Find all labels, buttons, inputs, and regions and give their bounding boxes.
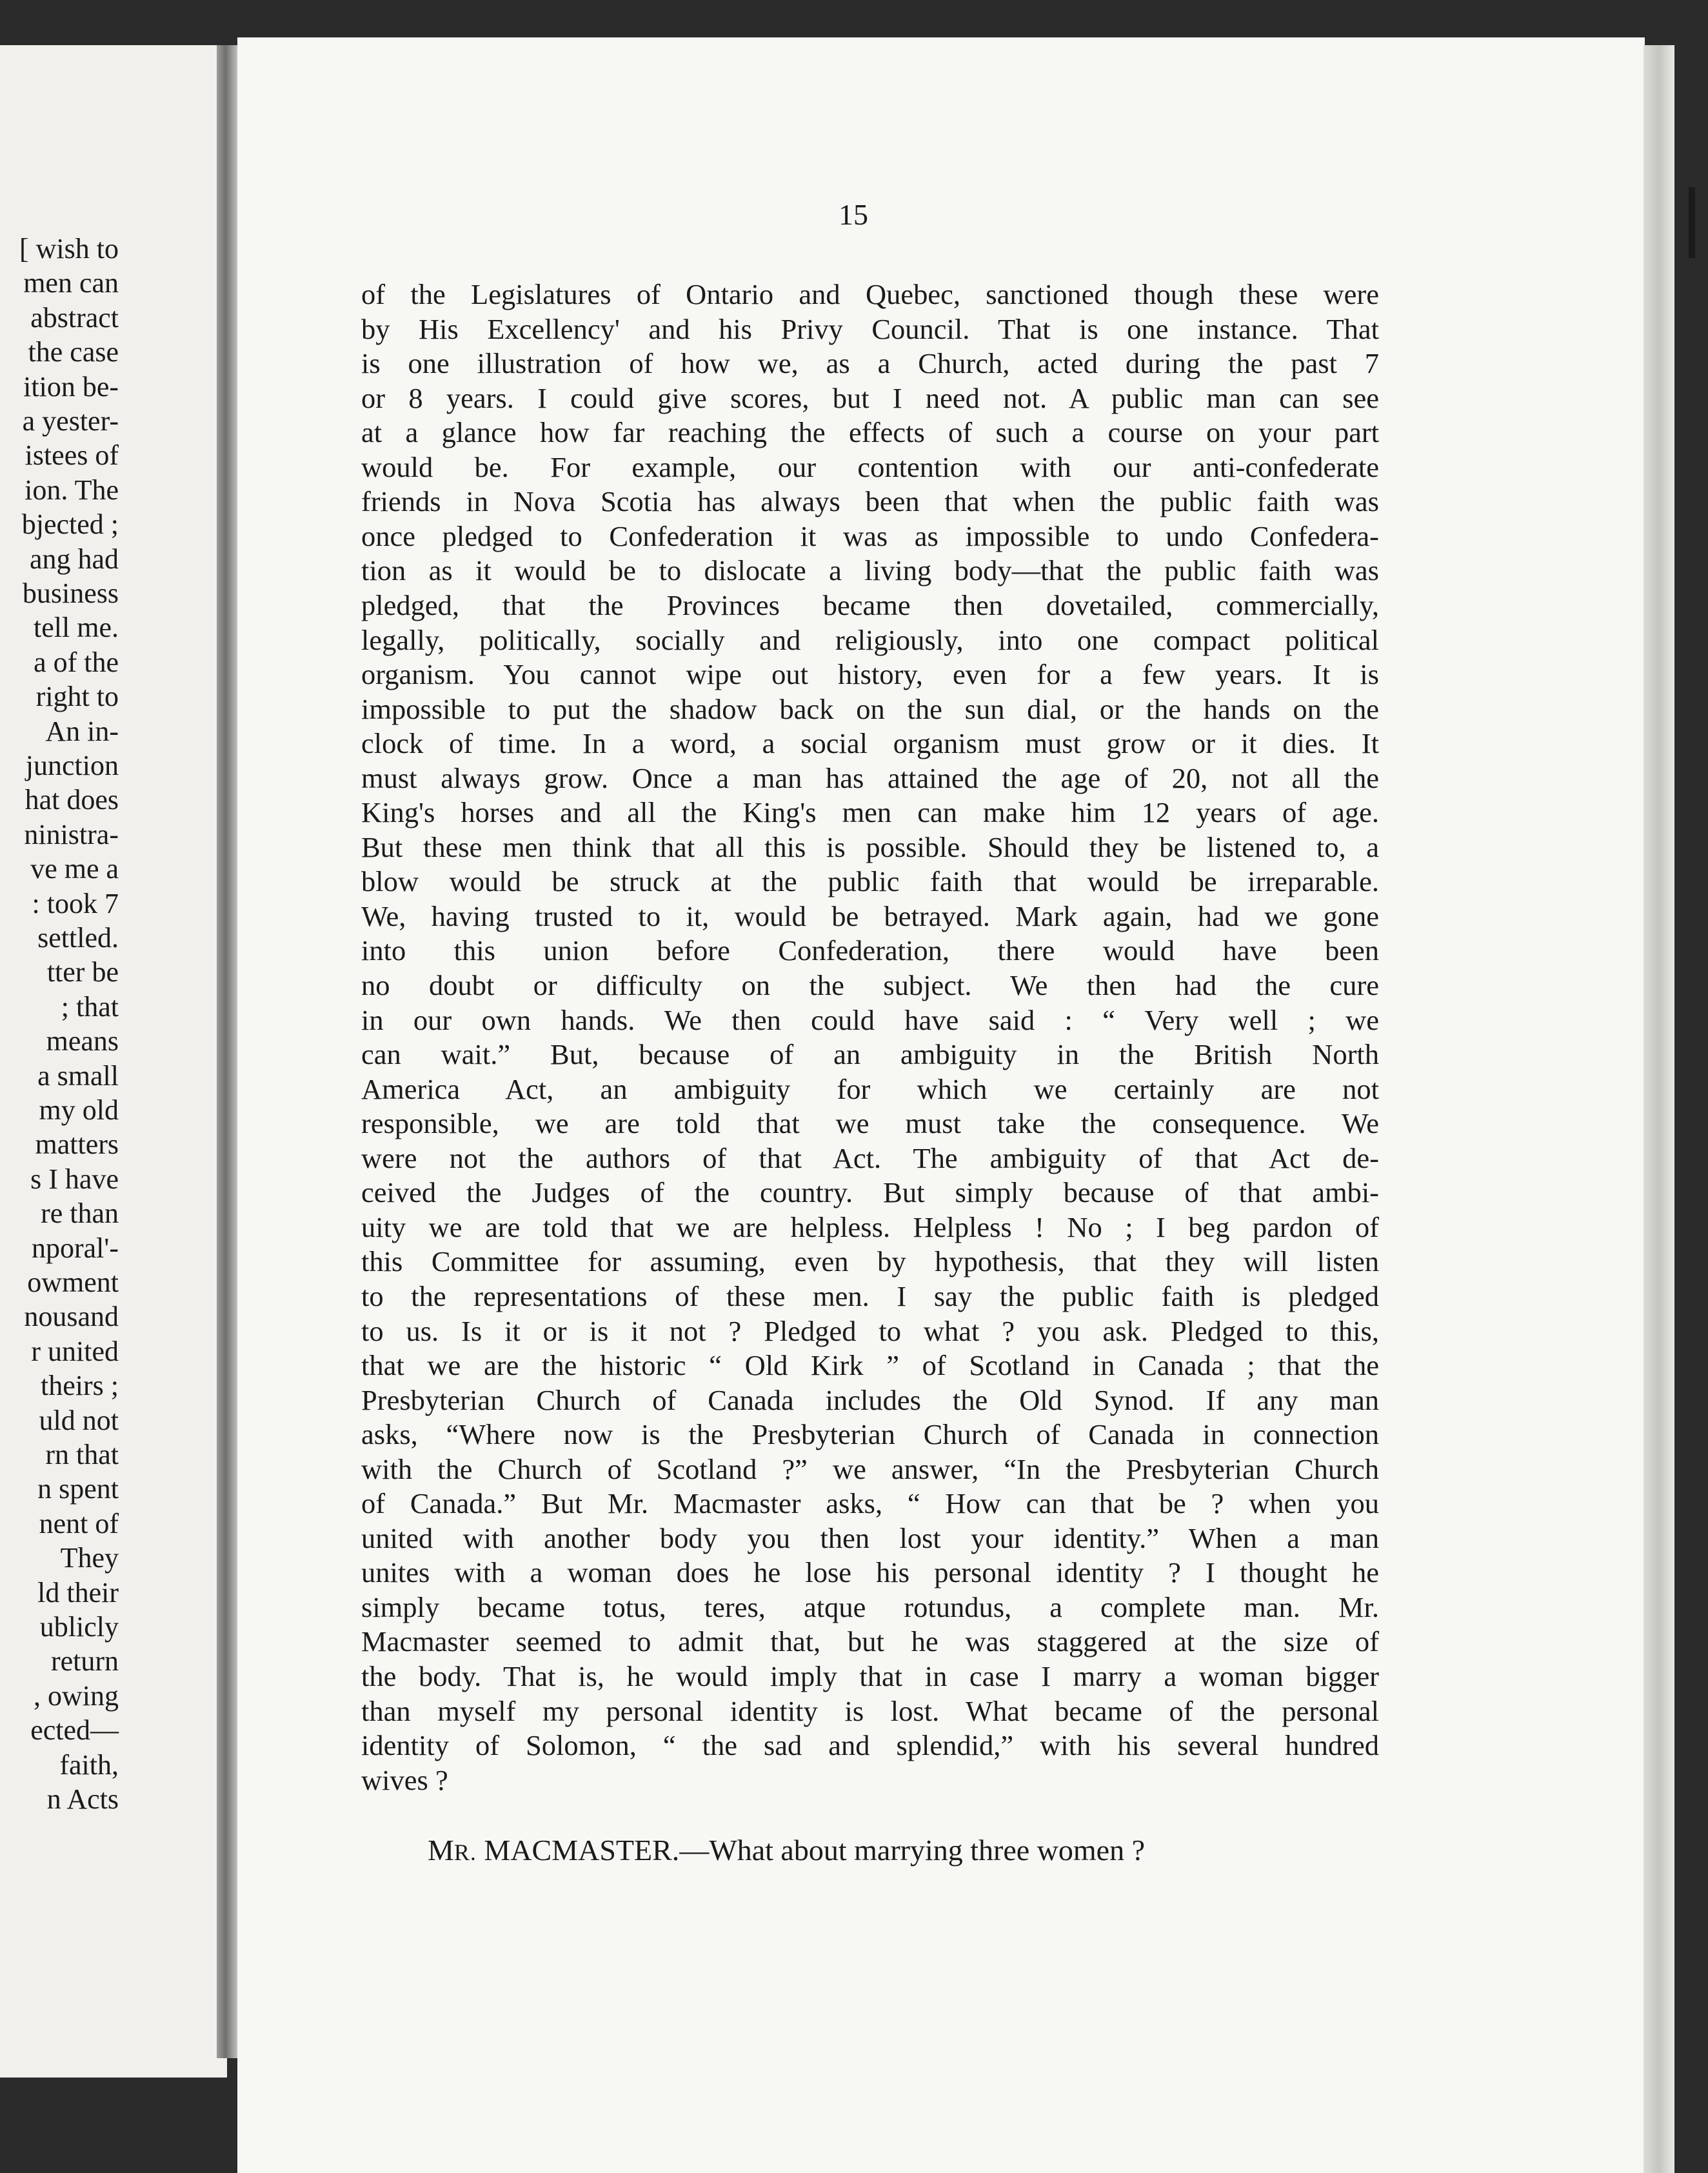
facing-page-line: tell me. <box>34 612 119 644</box>
text-line: can wait.” But, because of an ambiguity in the British North <box>361 1038 1379 1071</box>
text-line: legally, politically, socially and religiously, into one compact political <box>361 623 1379 656</box>
facing-page-line: ld their <box>37 1576 119 1608</box>
text-line: blow would be struck at the public faith that would be irreparable. <box>361 865 1379 898</box>
text-line: simply became totus, teres, atque rotundus, a complete man. Mr. <box>361 1590 1379 1623</box>
facing-page-line: means <box>46 1025 119 1057</box>
text-line: uity we are told that we are helpless. Helpless ! No ; I beg pardon of <box>361 1210 1379 1243</box>
text-line: America Act, an ambiguity for which we certainly are not <box>361 1072 1379 1105</box>
facing-page-line: [ wish to <box>19 233 119 265</box>
facing-page-line: settled. <box>37 922 119 954</box>
facing-page-line: nent of <box>39 1507 119 1539</box>
facing-page-line: , owing <box>34 1679 119 1712</box>
text-line: responsible, we are told that we must take the consequence. We <box>361 1107 1379 1140</box>
text-line: organism. You cannot wipe out history, even for a few years. It is <box>361 658 1379 691</box>
text-line: than myself my personal identity is lost. What became of the personal <box>361 1694 1379 1727</box>
text-line: wives ? <box>361 1763 448 1796</box>
text-line: must always grow. Once a man has attained the age of 20, not all the <box>361 761 1379 794</box>
facing-page-line: istees of <box>25 439 119 472</box>
facing-page-line: owment <box>27 1267 119 1298</box>
text-line: unites with a woman does he lose his personal identity ? I thought he <box>361 1556 1379 1589</box>
text-line: friends in Nova Scotia has always been that when the public faith was <box>361 485 1379 518</box>
dialogue-line <box>428 1832 1145 1870</box>
facing-page-line: men can <box>23 267 119 299</box>
dialogue-text: —What about marrying three women ? <box>679 1834 1146 1867</box>
text-line: Presbyterian Church of Canada includes the Old Synod. If any man <box>361 1383 1379 1416</box>
text-line: would be. For example, our contention with our anti-confederate <box>361 450 1379 483</box>
facing-page-line: uld not <box>39 1404 119 1436</box>
text-line: ceived the Judges of the country. But simply because of that ambi- <box>361 1176 1379 1209</box>
facing-page-line: my old <box>39 1094 119 1126</box>
facing-page-line: abstract <box>30 301 119 334</box>
text-line: King's horses and all the King's men can make him 12 years of age. <box>361 796 1379 829</box>
speaker-name: MACMASTER. <box>484 1834 680 1867</box>
text-line: pledged, that the Provinces became then dovetailed, commercially, <box>361 588 1379 621</box>
text-line: united with another body you then lost your identity.” When a man <box>361 1521 1379 1554</box>
text-line: in our own hands. We then could have said : “ Very well ; we <box>361 1003 1379 1036</box>
facing-page-line: business <box>22 577 119 609</box>
facing-page-line: ublicly <box>39 1611 119 1643</box>
edge-mark <box>1689 187 1695 258</box>
facing-page-line: re than <box>41 1197 119 1230</box>
text-line: by His Excellency' and his Privy Council. That is one instance. That <box>361 312 1379 345</box>
text-line: of Canada.” But Mr. Macmaster asks, “ How can that be ? when you <box>361 1487 1379 1520</box>
facing-page-line: ang had <box>29 543 119 575</box>
facing-page-line: theirs ; <box>41 1370 119 1402</box>
text-line: the body. That is, he would imply that in case I marry a woman bigger <box>361 1660 1379 1692</box>
text-line: impossible to put the shadow back on the sun dial, or the hands on the <box>361 692 1379 725</box>
facing-page-line: right to <box>35 681 119 713</box>
facing-page-line: n spent <box>37 1473 119 1505</box>
facing-page-line: ition be- <box>23 370 119 403</box>
text-line: once pledged to Confederation it was as impossible to undo Confedera- <box>361 519 1379 552</box>
text-line: to the representations of these men. I say the public faith is pledged <box>361 1279 1379 1312</box>
facing-page-line: a yester- <box>22 405 119 437</box>
facing-page-line: r united <box>31 1335 119 1367</box>
page-number: 15 <box>839 198 868 231</box>
facing-page-line: ected— <box>30 1714 119 1747</box>
speaker-title: R. <box>453 1839 477 1865</box>
facing-page-line: s I have <box>30 1163 119 1195</box>
text-line: with the Church of Scotland ?” we answer, “In the Presbyterian Church <box>361 1452 1379 1485</box>
facing-page-line: a of the <box>34 646 119 678</box>
facing-page-line: return <box>50 1645 119 1677</box>
text-line: to us. Is it or is it not ? Pledged to what ? you ask. Pledged to this, <box>361 1314 1379 1347</box>
text-line: or 8 years. I could give scores, but I need not. A public man can see <box>361 381 1379 414</box>
facing-page-line: bjected ; <box>21 508 119 541</box>
text-line: identity of Solomon, “ the sad and splendid,” with his several hundred <box>361 1729 1379 1762</box>
facing-page-line: rn that <box>45 1439 119 1470</box>
text-line: at a glance how far reaching the effects of such a course on your part <box>361 416 1379 449</box>
facing-page-line: junction <box>25 750 119 781</box>
text-line: were not the authors of that Act. The ambiguity of that Act de- <box>361 1141 1379 1174</box>
facing-page-line: nporal'- <box>32 1232 119 1264</box>
facing-page-line: ve me a <box>30 853 119 885</box>
facing-page-line: hat does <box>25 784 119 816</box>
facing-page-line: : took 7 <box>32 887 119 919</box>
text-line: tion as it would be to dislocate a living body—that the public faith was <box>361 554 1379 587</box>
text-line: of the Legislatures of Ontario and Quebec, sanctioned though these were <box>361 278 1379 310</box>
text-line: We, having trusted to it, would be betrayed. Mark again, had we gone <box>361 899 1379 932</box>
facing-page-line: ninistra- <box>24 818 119 850</box>
text-line: But these men think that all this is possible. Should they be listened to, a <box>361 830 1379 863</box>
facing-page-line: An in- <box>45 715 119 747</box>
book-gutter <box>217 45 239 2058</box>
page-edge <box>1643 45 1674 2173</box>
text-line: no doubt or difficulty on the subject. We then had the cure <box>361 969 1379 1001</box>
facing-page <box>0 45 227 2078</box>
speaker-initial: M <box>428 1834 454 1867</box>
facing-page-line: faith, <box>59 1748 119 1781</box>
text-line: Macmaster seemed to admit that, but he was staggered at the size of <box>361 1625 1379 1658</box>
text-line: asks, “Where now is the Presbyterian Church of Canada in connection <box>361 1418 1379 1451</box>
facing-page-line: nousand <box>24 1301 119 1333</box>
facing-page-line: ion. The <box>25 474 119 506</box>
text-line: this Committee for assuming, even by hypothesis, that they will listen <box>361 1245 1379 1278</box>
text-line: is one illustration of how we, as a Church, acted during the past 7 <box>361 347 1379 380</box>
text-line: clock of time. In a word, a social organism must grow or it dies. It <box>361 727 1379 760</box>
facing-page-line: the case <box>28 336 119 368</box>
facing-page-line: matters <box>35 1128 119 1161</box>
facing-page-line: n Acts <box>46 1783 119 1815</box>
facing-page-line: They <box>60 1542 119 1574</box>
text-line: into this union before Confederation, there would have been <box>361 934 1379 967</box>
facing-page-line: tter be <box>46 956 119 988</box>
text-line: that we are the historic “ Old Kirk ” of Scotland in Canada ; that the <box>361 1349 1379 1382</box>
facing-page-line: ; that <box>61 990 119 1023</box>
facing-page-line: a small <box>37 1059 119 1092</box>
